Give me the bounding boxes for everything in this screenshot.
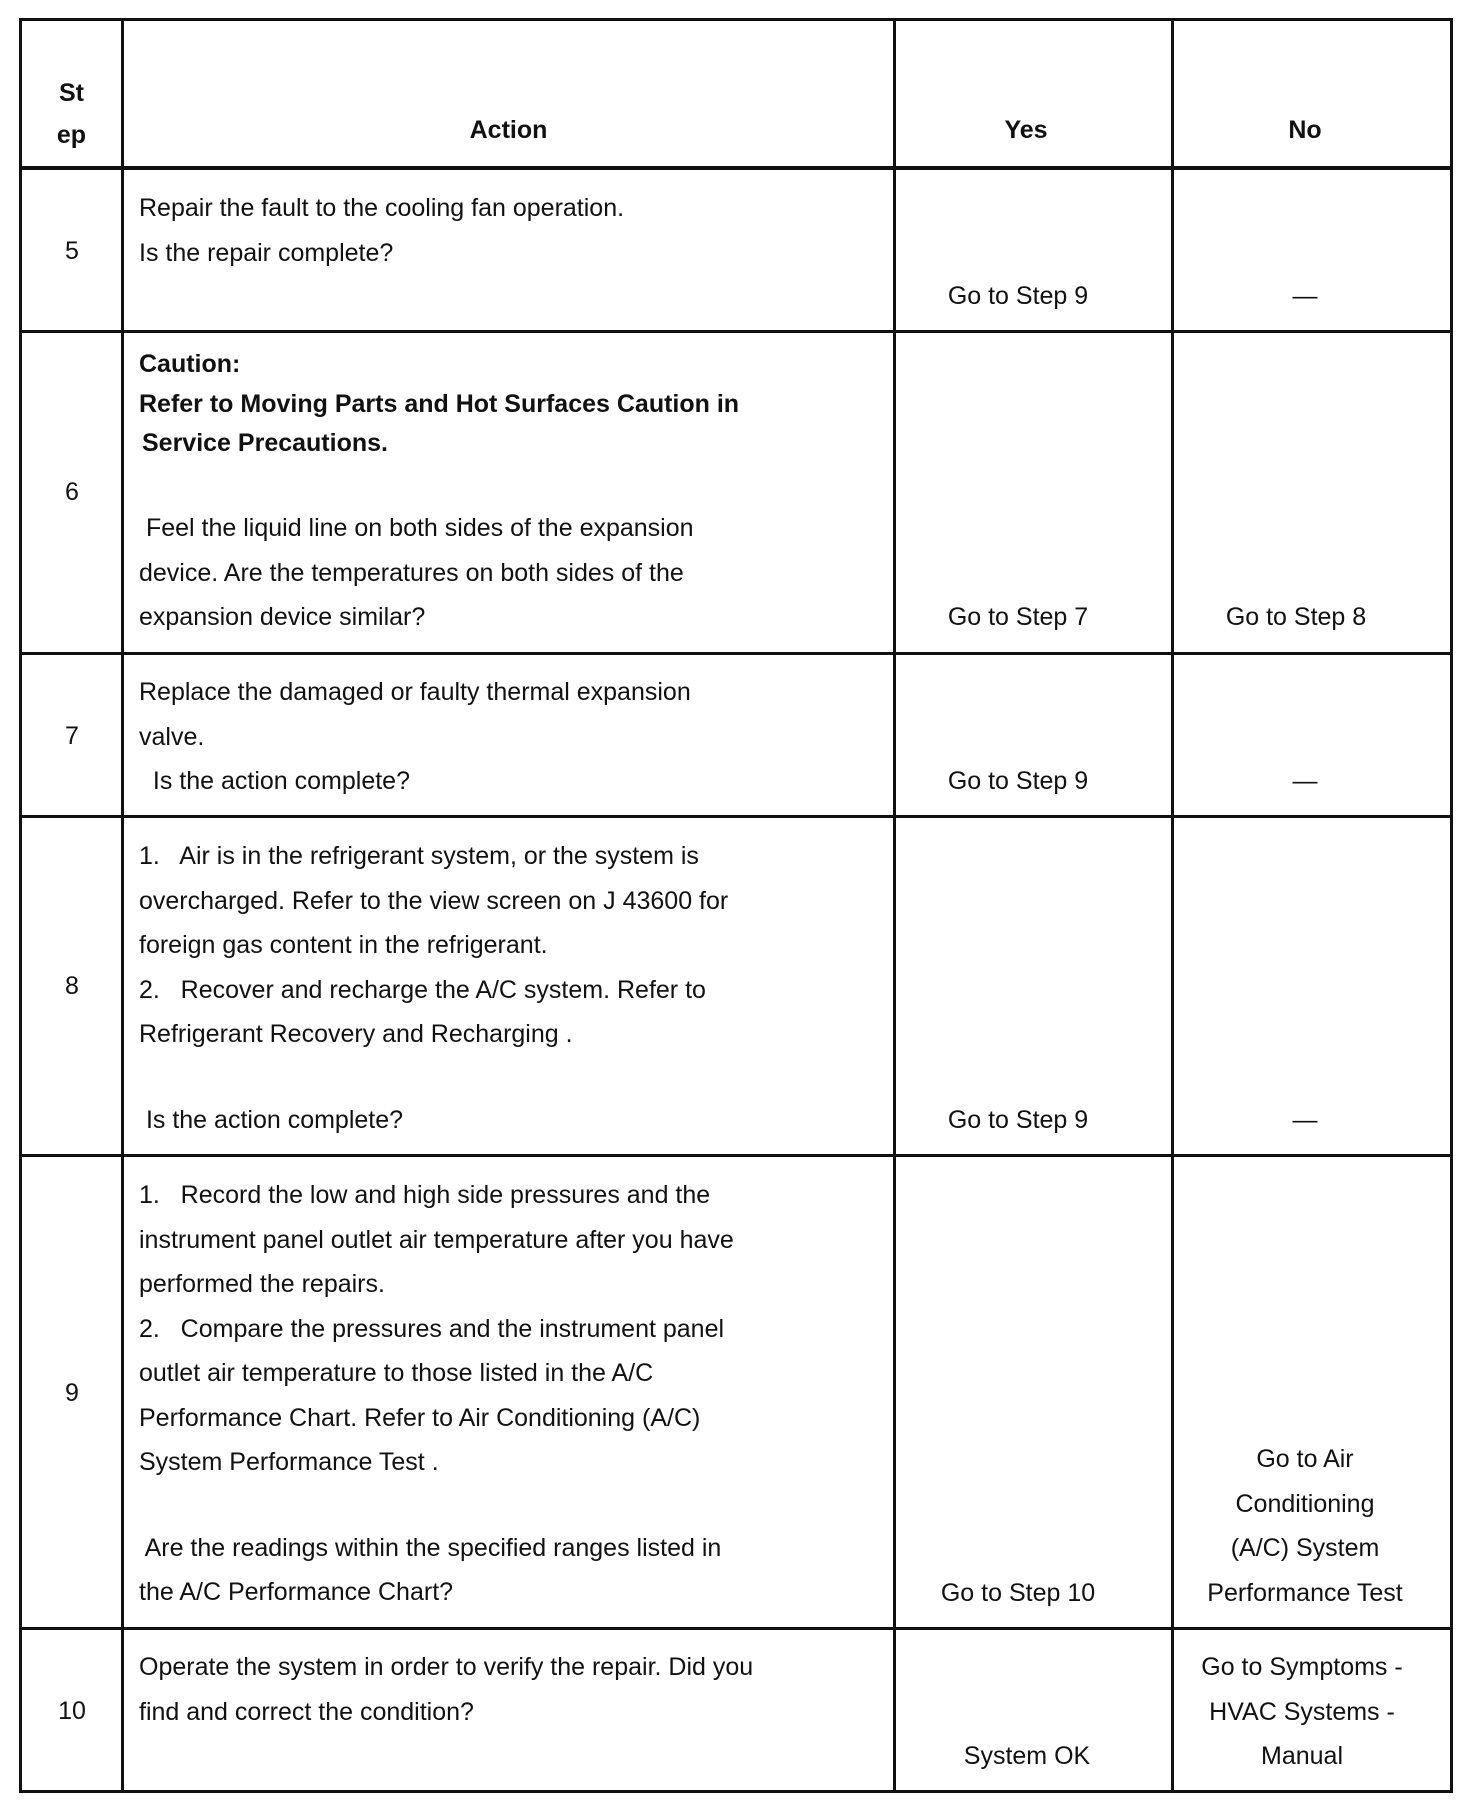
caution-line: Service Precautions.	[142, 429, 388, 457]
no-outcome-line: Conditioning	[1235, 1489, 1375, 1518]
step-number: 9	[65, 1379, 79, 1407]
action-line: System Performance Test .	[139, 1448, 439, 1476]
table-border-top	[19, 18, 1453, 21]
action-line: instrument panel outlet air temperature after you have	[139, 1225, 734, 1254]
yes-outcome: Go to Step 9	[947, 767, 1089, 795]
action-text	[139, 186, 624, 275]
action-line: Replace the damaged or faulty thermal expansion	[139, 678, 691, 706]
header-yes: Yes	[1004, 116, 1048, 144]
action-line: expansion device similar?	[139, 603, 426, 631]
row-divider	[19, 330, 1453, 333]
action-text	[139, 670, 691, 804]
no-outcome-line: Go to Symptoms -	[1201, 1653, 1403, 1681]
action-line: 2. Compare the pressures and the instrument panel	[139, 1314, 725, 1343]
table-border-bottom	[19, 1790, 1453, 1793]
no-outcome-line: Performance Test	[1207, 1578, 1403, 1607]
action-line: foreign gas content in the refrigerant.	[139, 931, 548, 959]
action-line: find and correct the condition?	[139, 1697, 474, 1726]
header-no: No	[1288, 116, 1322, 144]
action-line: Performance Chart. Refer to Air Conditioning (A/C)	[139, 1403, 701, 1432]
action-line: Feel the liquid line on both sides of the expansion	[139, 514, 694, 542]
no-outcome-line: (A/C) System	[1230, 1534, 1380, 1562]
table-border-left	[19, 18, 22, 1793]
action-line: 1. Air is in the refrigerant system, or the system is	[139, 842, 699, 870]
header-action: Action	[469, 116, 548, 144]
action-line: 1. Record the low and high side pressures and the	[139, 1181, 711, 1209]
header-step	[22, 72, 121, 156]
yes-outcome: Go to Step 9	[947, 1106, 1089, 1134]
action-line: Are the readings within the specified ranges listed in	[139, 1533, 722, 1562]
action-line	[139, 1057, 728, 1098]
no-outcome: —	[1292, 282, 1318, 310]
header-step-line: St	[59, 79, 84, 107]
action-line: Is the action complete?	[139, 1105, 404, 1134]
yes-outcome: Go to Step 9	[947, 282, 1089, 310]
no-outcome-line: HVAC Systems -	[1209, 1697, 1395, 1726]
step-number: 5	[65, 237, 79, 265]
step-number: 6	[65, 478, 79, 506]
action-text	[139, 1173, 734, 1615]
row-divider	[19, 1154, 1453, 1157]
action-line: Operate the system in order to verify the repair. Did you	[139, 1653, 754, 1681]
no-outcome: —	[1292, 1106, 1318, 1134]
action-text	[139, 345, 739, 464]
step-number: 10	[58, 1697, 86, 1725]
action-line: Is the action complete?	[139, 767, 410, 795]
header-step-line: ep	[56, 121, 87, 149]
column-divider-action	[121, 18, 124, 1793]
action-text	[139, 506, 694, 640]
yes-outcome: System OK	[963, 1742, 1091, 1770]
action-line: 2. Recover and recharge the A/C system. Refer to	[139, 975, 706, 1004]
yes-outcome: Go to Step 10	[940, 1579, 1096, 1607]
row-divider	[19, 1627, 1453, 1630]
no-outcome	[1174, 1645, 1430, 1779]
row-divider	[19, 815, 1453, 818]
action-line: Is the repair complete?	[139, 238, 394, 267]
action-line: Repair the fault to the cooling fan operation.	[139, 194, 625, 222]
no-outcome-line: Go to Air	[1256, 1445, 1354, 1473]
action-line: overcharged. Refer to the view screen on J 43600 for	[139, 886, 729, 915]
action-line: performed the repairs.	[139, 1270, 385, 1298]
yes-outcome: Go to Step 7	[947, 603, 1089, 631]
no-outcome: —	[1292, 767, 1318, 795]
action-line: Refrigerant Recovery and Recharging .	[139, 1020, 573, 1048]
action-line: outlet air temperature to those listed in the A/C	[139, 1359, 654, 1387]
row-divider	[19, 652, 1453, 655]
caution-heading: Caution:	[139, 350, 241, 378]
step-number: 8	[65, 972, 79, 1000]
action-line: the A/C Performance Chart?	[139, 1578, 454, 1606]
no-outcome-line: Manual	[1261, 1742, 1343, 1770]
no-outcome	[1174, 1437, 1436, 1615]
caution-line: Refer to Moving Parts and Hot Surfaces Caution in	[139, 389, 740, 418]
action-line: valve.	[139, 722, 205, 751]
no-outcome: Go to Step 8	[1225, 603, 1367, 631]
action-line: device. Are the temperatures on both sides of the	[139, 558, 684, 587]
action-text	[139, 834, 728, 1142]
action-text	[139, 1645, 753, 1734]
action-line	[139, 1485, 734, 1526]
table-border-right	[1450, 18, 1453, 1793]
step-number: 7	[65, 722, 79, 750]
header-divider	[19, 166, 1453, 170]
